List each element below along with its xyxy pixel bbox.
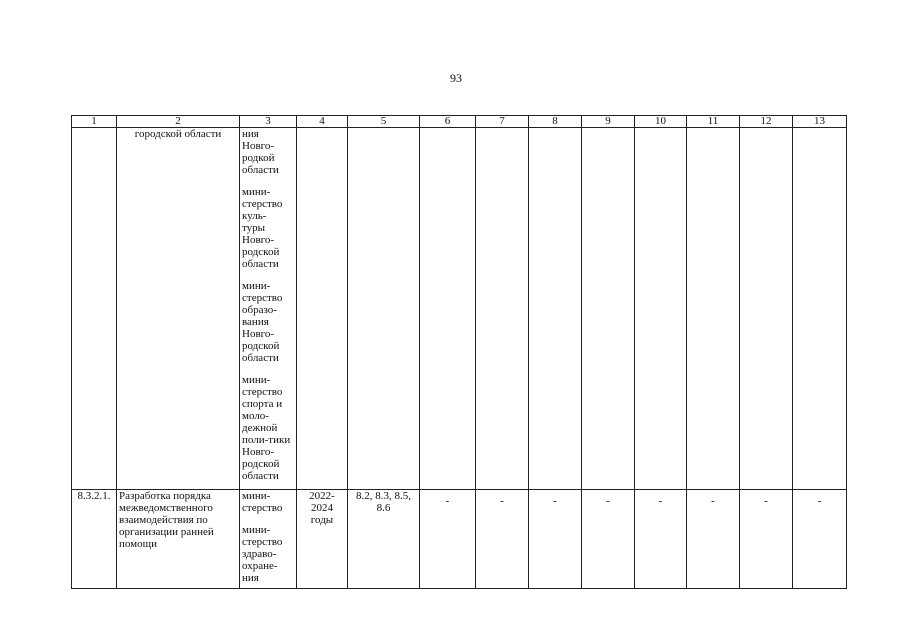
program-table <box>71 115 847 589</box>
executor-text: мини-стерство здраво-охране-ния <box>242 524 283 584</box>
cell-activity: городской области <box>117 128 240 490</box>
header-cell: 4 <box>297 116 348 128</box>
table-row <box>72 490 847 589</box>
header-cell: 2 <box>117 116 240 128</box>
cell-value: - <box>582 490 635 589</box>
header-cell: 1 <box>72 116 117 128</box>
header-cell: 11 <box>687 116 740 128</box>
header-cell: 6 <box>420 116 476 128</box>
cell-indicators: 8.2, 8.3, 8.5, 8.6 <box>348 490 420 589</box>
cell-number <box>72 128 117 490</box>
cell-value: - <box>476 490 529 589</box>
executor-text: мини-стерство образо-вания Новго-родской области <box>242 280 283 364</box>
cell-value <box>687 128 740 490</box>
header-cell: 8 <box>529 116 582 128</box>
cell-value <box>582 128 635 490</box>
cell-value: - <box>420 490 476 589</box>
executor-text: ния Новго-родкой области <box>242 128 279 176</box>
table-row <box>72 128 847 490</box>
cell-value: - <box>793 490 847 589</box>
cell-activity: Разработка порядка межведомственного взаимодействия по организации ранней помощи <box>117 490 240 589</box>
cell-period <box>297 490 348 589</box>
header-cell: 5 <box>348 116 420 128</box>
executor-text: мини-стерство спорта и моло-дежной поли-тики Новго-родской области <box>242 374 291 482</box>
cell-value: - <box>740 490 793 589</box>
cell-indicators <box>348 128 420 490</box>
period-text: 2022-2024 годы <box>309 490 335 526</box>
cell-value: - <box>635 490 687 589</box>
cell-value <box>740 128 793 490</box>
page-number: 93 <box>450 71 462 85</box>
header-cell: 7 <box>476 116 529 128</box>
cell-value: - <box>687 490 740 589</box>
header-row <box>72 116 847 128</box>
cell-period <box>297 128 348 490</box>
cell-value <box>635 128 687 490</box>
cell-executors <box>240 128 297 490</box>
cell-value <box>420 128 476 490</box>
cell-number: 8.3.2.1. <box>72 490 117 589</box>
cell-value <box>529 128 582 490</box>
header-cell: 12 <box>740 116 793 128</box>
executor-text: мини-стерство куль-туры Новго-родской области <box>242 186 283 270</box>
executor-text: мини-стерство <box>242 490 283 514</box>
header-cell: 13 <box>793 116 847 128</box>
cell-executors <box>240 490 297 589</box>
header-cell: 9 <box>582 116 635 128</box>
cell-value <box>793 128 847 490</box>
header-cell: 10 <box>635 116 687 128</box>
cell-value: - <box>529 490 582 589</box>
cell-value <box>476 128 529 490</box>
header-cell: 3 <box>240 116 297 128</box>
